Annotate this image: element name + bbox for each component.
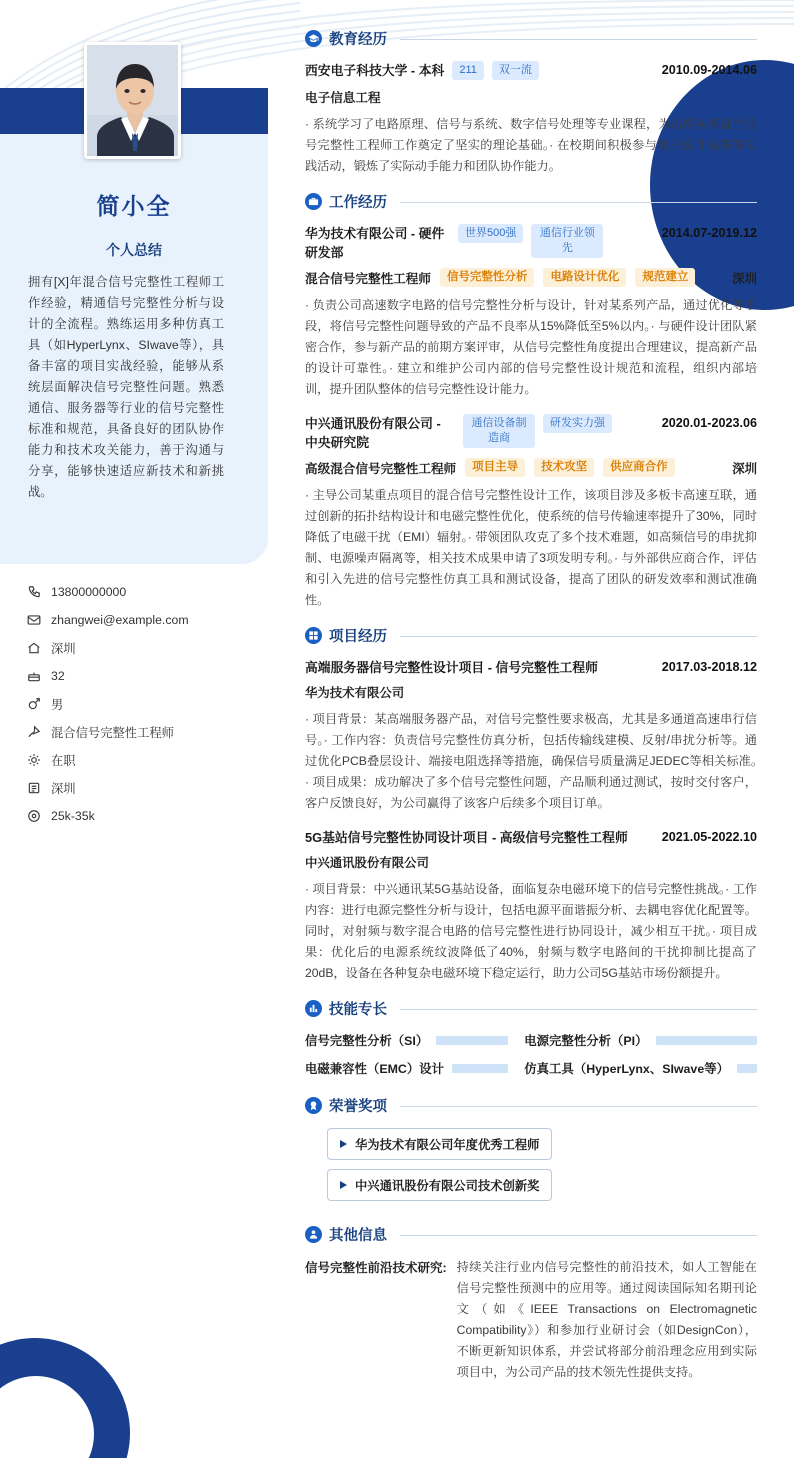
- contact-value: 32: [51, 669, 65, 683]
- divider: [400, 202, 757, 203]
- cap-icon: [305, 30, 322, 47]
- section-title: 项目经历: [329, 629, 387, 645]
- section-header: [305, 1095, 757, 1116]
- status-icon: [26, 753, 41, 768]
- contact-value: zhangwei@example.com: [51, 613, 189, 627]
- left-column: [0, 0, 282, 1458]
- project-entry: [305, 658, 757, 814]
- education-major: 电子信息工程: [305, 91, 381, 105]
- award-item: [327, 1128, 552, 1160]
- work-entry: [305, 414, 757, 611]
- grid-icon: [305, 627, 322, 644]
- location-icon: [26, 781, 41, 796]
- phone-icon: [26, 585, 41, 600]
- contact-item-gender: [26, 690, 276, 718]
- contact-item-hometown: [26, 634, 276, 662]
- divider: [400, 1235, 757, 1236]
- contact-value: 混合信号完整性工程师: [51, 726, 174, 740]
- work-ptag: 规范建立: [635, 268, 695, 287]
- project-title: 高端服务器信号完整性设计项目 - 信号完整性工程师: [305, 660, 598, 675]
- section-projects: [305, 625, 757, 984]
- other-icon: [305, 1226, 322, 1243]
- salary-icon: [26, 809, 41, 824]
- section-awards: [305, 1095, 757, 1210]
- skill-bar: [737, 1064, 757, 1073]
- contact-item-location: [26, 774, 276, 802]
- other-row: [305, 1257, 757, 1383]
- contact-item-salary: [26, 802, 276, 830]
- gender-icon: [26, 697, 41, 712]
- contact-item-phone: [26, 578, 276, 606]
- case-icon: [305, 193, 322, 210]
- award-icon: [305, 1097, 322, 1114]
- skill-name: 电磁兼容性（EMC）设计: [305, 1062, 445, 1076]
- contact-value: 25k-35k: [51, 809, 95, 823]
- section-header: [305, 28, 757, 49]
- section-title: 其他信息: [329, 1228, 387, 1244]
- section-education: [305, 28, 757, 177]
- divider: [400, 39, 757, 40]
- contact-item-email: [26, 606, 276, 634]
- cake-icon: [26, 669, 41, 684]
- other-label: 信号完整性前沿技术研究:: [305, 1261, 447, 1275]
- education-tag: 双一流: [492, 61, 539, 80]
- skill-item: [305, 1031, 508, 1049]
- contact-value: 在职: [51, 754, 76, 768]
- project-body: · 项目背景：某高端服务器产品，对信号完整性要求极高，尤其是多通道高速串行信号。· 工作内容：负责信号完整性仿真分析，包括传输线建模、反射/串扰分析等。通过优化PCB叠层设计、端接电阻选择等措施，确保信号质量满足JEDEC等相关标准。· 项目成果：成功解决了多个信号完整性问题，产品顺利通过测试，按时交付客户，客户反馈良好，为公司赢得了该客户后续多个项目订单。: [305, 712, 757, 810]
- mail-icon: [26, 613, 41, 628]
- work-role: 高级混合信号完整性工程师: [305, 462, 457, 476]
- work-body: · 主导公司某重点项目的混合信号完整性设计工作，该项目涉及多板卡高速互联，通过创新的拓扑结构设计和电磁完整性优化，使系统的信号传输速率提升了30%，同时降低了电磁干扰（EMI）辐射。· 带领团队攻克了多个技术难题，如高频信号的串扰抑制、电源噪声隔离等，相关技术成果申请了3项发明专利。· 与外部供应商合作，评估和引入先进的信号完整性仿真工具和测试设备，提高了团队的研发效率和测试准确性。: [305, 488, 757, 607]
- work-org: 中兴通讯股份有限公司 - 中央研究院: [305, 416, 441, 450]
- contact-value: 深圳: [51, 642, 76, 656]
- skill-item: [305, 1059, 508, 1077]
- education-tag: 211: [452, 61, 484, 80]
- job-icon: [26, 725, 41, 740]
- education-org: 西安电子科技大学 - 本科: [305, 63, 445, 78]
- project-body: · 项目背景：中兴通讯某5G基站设备，面临复杂电磁环境下的信号完整性挑战。· 工作内容：进行电源完整性分析与设计，包括电源平面谐振分析、去耦电容优化配置等。同时，对射频与数字混合电路的信号完整性进行协同设计，减少相互干扰。· 项目成果：优化后的电源系统纹波降低了40%，射频与数字电路间的干扰抑制比提高了20dB，设备在各种复杂电磁环境下稳定运行，助力公司5G基站市场份额提升。: [305, 882, 757, 980]
- education-entry: [305, 61, 757, 177]
- work-tag: 通信行业领先: [531, 224, 603, 258]
- section-other: [305, 1224, 757, 1383]
- project-title: 5G基站信号完整性协同设计项目 - 高级信号完整性工程师: [305, 830, 628, 845]
- page-title: 简小全: [96, 193, 172, 219]
- home-icon: [26, 641, 41, 656]
- work-ptag: 供应商合作: [603, 458, 675, 477]
- award-list: [305, 1128, 757, 1210]
- work-date: 2014.07-2019.12: [661, 226, 757, 240]
- section-title: 工作经历: [329, 195, 387, 211]
- section-title: 荣誉奖项: [329, 1099, 387, 1115]
- work-city: 深圳: [732, 461, 757, 476]
- contact-list: [26, 578, 276, 830]
- work-tag: 研发实力强: [543, 414, 612, 433]
- education-body: · 系统学习了电路原理、信号与系统、数字信号处理等专业课程，为后续从事混合信号完整性工程师工作奠定了坚实的理论基础。· 在校期间积极参与电子设计竞赛等实践活动，锻炼了实际动手能力和团队协作能力。: [305, 117, 757, 173]
- work-ptag: 技术攻坚: [534, 458, 594, 477]
- skill-bar: [656, 1036, 758, 1045]
- skill-icon: [305, 1000, 322, 1017]
- contact-value: 男: [51, 698, 64, 712]
- project-company: 华为技术有限公司: [305, 686, 405, 700]
- divider: [400, 1009, 757, 1010]
- work-ptag: 信号完整性分析: [440, 268, 535, 287]
- project-date: 2021.05-2022.10: [661, 830, 757, 844]
- triangle-icon: [340, 1140, 347, 1148]
- skill-bar: [452, 1064, 508, 1073]
- work-tag: 通信设备制造商: [463, 414, 535, 448]
- award-item: [327, 1169, 552, 1201]
- work-entry: [305, 224, 757, 400]
- section-title: 教育经历: [329, 32, 387, 48]
- work-org: 华为技术有限公司 - 硬件研发部: [305, 226, 445, 260]
- education-date: 2010.09-2014.06: [661, 63, 757, 77]
- contact-value: 深圳: [51, 782, 76, 796]
- divider: [400, 636, 757, 637]
- other-body: 持续关注行业内信号完整性的前沿技术，如人工智能在信号完整性预测中的应用等。通过阅读国际知名期刊论文（如《IEEE Transactions on Electromagnetic Compatibility》）和参加行业研讨会（如DesignCon），不断更新知识体系，并尝试将部分前沿理念应用到实际项目中，为公司产品的技术领先性提供支持。: [456, 1260, 757, 1379]
- section-skills: [305, 998, 757, 1077]
- work-ptag: 电路设计优化: [543, 268, 626, 287]
- skill-name: 信号完整性分析（SI）: [305, 1034, 429, 1048]
- skill-name: 仿真工具（HyperLynx、SIwave等）: [524, 1062, 729, 1076]
- divider: [400, 1106, 757, 1107]
- award-label: 中兴通讯股份有限公司技术创新奖: [355, 1179, 540, 1193]
- section-title: 技能专长: [329, 1002, 387, 1018]
- triangle-icon: [340, 1181, 347, 1189]
- work-role: 混合信号完整性工程师: [305, 272, 431, 286]
- work-ptag: 项目主导: [465, 458, 525, 477]
- skill-name: 电源完整性分析（PI）: [524, 1034, 648, 1048]
- summary-text: 拥有[X]年混合信号完整性工程师工作经验，精通信号完整性分析与设计的全流程。熟练运用多种仿真工具（如HyperLynx、SIwave等），具备丰富的项目实战经验，能够从系统层面解决信号完整性问题。熟悉通信、服务器等行业的信号完整性标准和规范，具备良好的团队协作能力和技术攻关能力，善于沟通与分享，能够快速适应新技术和新挑战。: [28, 275, 224, 499]
- contact-item-status: [26, 746, 276, 774]
- summary-title: 个人总结: [106, 242, 162, 258]
- work-body: · 负责公司高速数字电路的信号完整性分析与设计，针对某系列产品，通过优化等手段，将信号完整性问题导致的产品不良率从15%降低至5%以内。· 与硬件设计团队紧密合作，参与新产品的前期方案评审，从信号完整性角度提出合理建议，提高新产品的设计可靠性。· 建立和维护公司内部的信号完整性设计规范和流程，组织内部培训，提升团队整体的信号完整性设计能力。: [305, 298, 757, 396]
- skill-item: [524, 1059, 757, 1077]
- work-date: 2020.01-2023.06: [661, 416, 757, 430]
- section-header: [305, 1224, 757, 1245]
- award-label: 华为技术有限公司年度优秀工程师: [355, 1138, 540, 1152]
- section-header: [305, 998, 757, 1019]
- avatar: [84, 42, 181, 159]
- section-header: [305, 625, 757, 646]
- section-header: [305, 191, 757, 212]
- contact-value: 13800000000: [51, 585, 127, 599]
- work-city: 深圳: [732, 271, 757, 286]
- contact-item-job: [26, 718, 276, 746]
- project-company: 中兴通讯股份有限公司: [305, 856, 429, 870]
- work-tag: 世界500强: [458, 224, 523, 243]
- project-entry: [305, 828, 757, 984]
- right-column: [305, 28, 757, 1397]
- skill-item: [524, 1031, 757, 1049]
- skill-grid: [305, 1031, 757, 1077]
- contact-item-age: [26, 662, 276, 690]
- project-date: 2017.03-2018.12: [661, 660, 757, 674]
- section-work: [305, 191, 757, 611]
- skill-bar: [436, 1036, 508, 1045]
